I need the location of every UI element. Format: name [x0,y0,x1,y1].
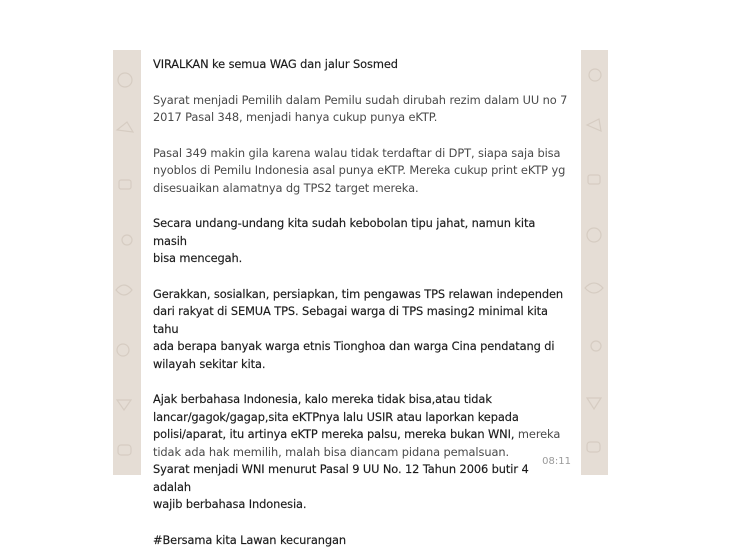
message-paragraph-3: Secara undang-undang kita sudah kebobolan tipu jahat, namun kita masih bisa mencegah. [153,215,569,268]
message-timestamp: 08:11 [542,456,571,467]
message-paragraph-2: Pasal 349 makin gila karena walau tidak terdaftar di DPT, siapa saja bisa nyoblos di Pemilu Indonesia asal punya eKTP. Mereka cukup print eKTP yg disesuaikan alamatnya dg TPS2 target mereka. [153,145,569,198]
message-hashtag: #Bersama kita Lawan kecurangan [153,532,569,549]
message-text [153,56,569,549]
chat-screenshot [113,50,608,475]
message-heading: VIRALKAN ke semua WAG dan jalur Sosmed [153,56,569,74]
message-paragraph-4: Gerakkan, sosialkan, persiapkan, tim pengawas TPS relawan independen dari rakyat di SEMUA TPS. Sebagai warga di TPS masing2 minimal kita tahu ada berapa banyak warga etnis Tionghoa dan warga Cina pendatang di wilayah sekitar kita. [153,286,569,374]
message-paragraph-5: Ajak berbahasa Indonesia, kalo mereka tidak bisa,atau tidak lancar/gagok/gagap,sita eKTPnya lalu USIR atau laporkan kepada polisi/aparat, itu artinya eKTP mereka palsu, mereka bukan WNI, mereka tidak ada hak memilih, malah bisa diancam pidana pemalsuan. [153,391,569,461]
message-paragraph-1: Syarat menjadi Pemilih dalam Pemilu sudah dirubah rezim dalam UU no 7 2017 Pasal 348, menjadi hanya cukup punya eKTP. [153,92,569,127]
message-paragraph-6: Syarat menjadi WNI menurut Pasal 9 UU No. 12 Tahun 2006 butir 4 adalah wajib berbahasa Indonesia. [153,461,569,514]
message-bubble[interactable] [141,50,581,475]
